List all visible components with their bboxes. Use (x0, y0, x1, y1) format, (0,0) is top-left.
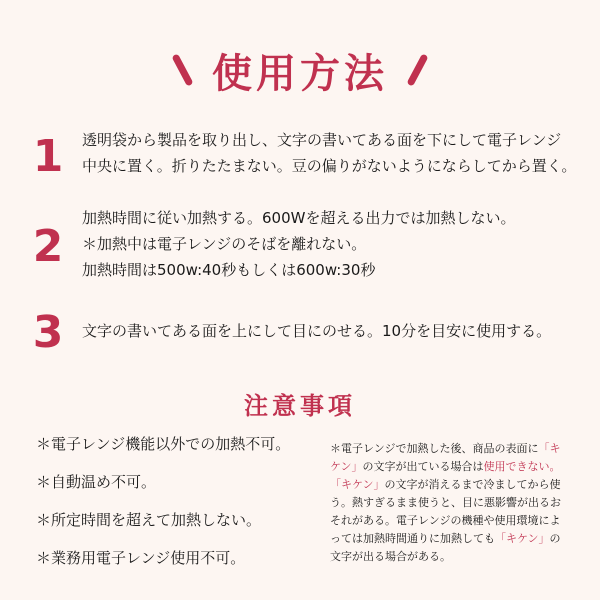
caution-list (36, 432, 326, 584)
step-line: 透明袋から製品を取り出し、文字の書いてある面を下にして電子レンジ (82, 131, 562, 149)
caution-item: ＊業務用電子レンジ使用不可。 (36, 549, 246, 567)
step-line: 加熱時間に従い加熱する。600Wを超える出力では加熱しない。 (82, 209, 516, 227)
note-highlight: 「キ (538, 442, 561, 455)
note-text: ＊電子レンジで加熱した後、商品の表面に (330, 442, 539, 455)
slash-left-decoration (171, 53, 193, 86)
step-3 (0, 307, 600, 358)
note-line-5: それがある。電子レンジの機種や使用環境によ (330, 514, 561, 527)
step-1 (0, 127, 600, 181)
caution-item: ＊自動温め不可。 (36, 473, 157, 491)
note-highlight: ケン」 (330, 460, 363, 473)
step-line: 文字の書いてある面を上にして目にのせる。10分を目安に使用する。 (82, 322, 552, 340)
note-line-2 (330, 458, 580, 476)
note-line-1 (330, 440, 580, 458)
note-text: の文字が消えるまで冷ましてから使 (384, 478, 561, 491)
slash-right-decoration (406, 53, 428, 86)
note-line-7: 文字が出る場合がある。 (330, 550, 451, 563)
note-text: っては加熱時間通りに加熱しても (330, 532, 495, 545)
step-line: ＊加熱中は電子レンジのそばを離れない。 (82, 235, 367, 253)
note-line-3 (330, 476, 580, 494)
note-text: の (549, 532, 561, 545)
note-highlight: 「キケン」 (330, 478, 385, 491)
note-text: の文字が出ている場合は (362, 460, 484, 473)
step-number: 3 (32, 307, 64, 358)
step-line: 中央に置く。折りたたまない。豆の偏りがないようにならしてから置く。 (82, 157, 577, 175)
note-line-6 (330, 530, 580, 548)
caution-item: ＊電子レンジ機能以外での加熱不可。 (36, 435, 291, 453)
step-line: 加熱時間は500w:40秒もしくは600w:30秒 (82, 261, 376, 279)
note-highlight: 使用できない。 (483, 460, 561, 473)
step-number: 1 (32, 131, 64, 182)
step-2 (0, 205, 600, 283)
step-text (82, 205, 582, 283)
warning-note (330, 440, 580, 566)
note-highlight: 「キケン」 (495, 532, 550, 545)
step-text (82, 127, 582, 179)
step-number: 2 (32, 221, 64, 272)
step-text (82, 318, 582, 344)
header (0, 40, 600, 100)
caution-item: ＊所定時間を超えて加熱しない。 (36, 511, 262, 529)
note-line-4: う。熱すぎるまま使うと、目に悪影響が出るお (330, 496, 561, 509)
page-title: 使用方法 (212, 50, 388, 97)
caution-title: 注意事項 (244, 392, 356, 420)
